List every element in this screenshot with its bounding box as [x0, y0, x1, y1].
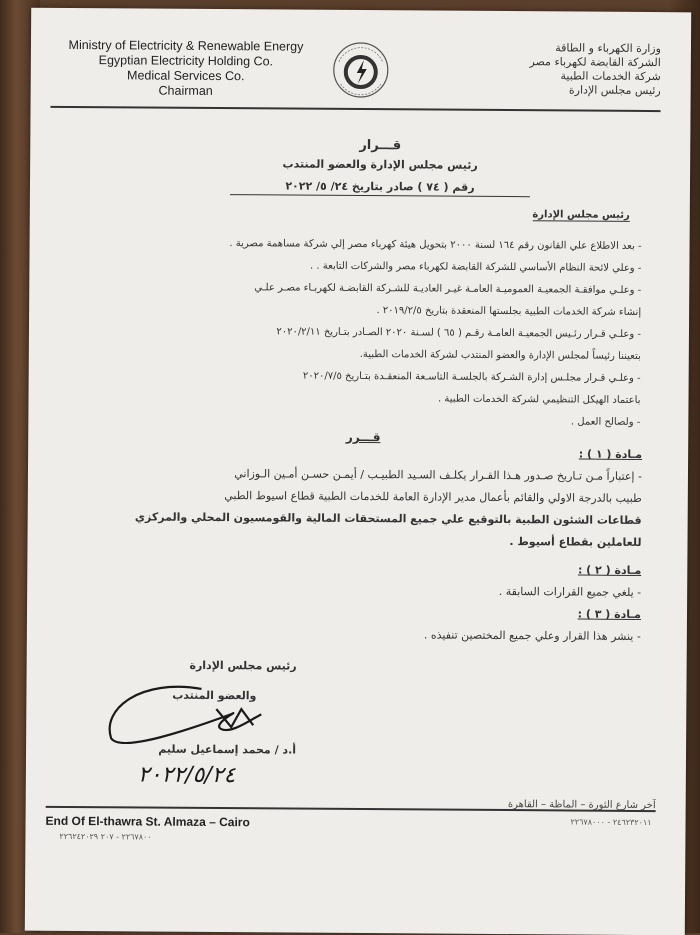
- decision-number: رقم ( ٧٤ ) صادر بتاريخ ٢٤/ ٥/ ٢٠٢٢: [230, 179, 530, 197]
- article-line: - يلغي جميع القرارات السابقة .: [498, 584, 642, 599]
- signatory-name: أ.د / محمد إسماعيل سليم: [158, 742, 297, 757]
- decision-subtitle: رئيس مجلس الإدارة والعضو المنتدب: [282, 157, 478, 172]
- footer-address: End Of El-thawra St. Almaza – Cairo: [45, 813, 250, 830]
- ministry-name: Ministry of Electricity & Renewable Energy: [68, 37, 304, 54]
- article-3: [81, 600, 641, 648]
- preamble-line: بتعيننا رئيساً لمجلس الإدارة والعضو المنتدب لشركة الخدمات الطبية.: [359, 349, 641, 362]
- article-2: [81, 556, 641, 604]
- header-divider: [51, 106, 661, 112]
- article-line: - ينشر هذا القرار وعلي جميع المختصين تنفيذه .: [423, 628, 641, 643]
- letterhead-english: [51, 38, 321, 100]
- decides-heading: قـــرر: [345, 429, 381, 445]
- preamble: [170, 233, 641, 434]
- handwritten-date: ٢٠٢٢/٥/٢٤: [137, 762, 236, 789]
- article-label: مـادة ( ٢ ) :: [577, 563, 642, 577]
- company-logo-icon: [331, 40, 391, 100]
- signatory-title-2: والعضو المنتدب: [172, 688, 257, 703]
- preamble-line: باعتماد الهيكل التنظيمي لشركة الخدمات الطبية .: [437, 393, 641, 406]
- letterhead-arabic: [481, 41, 661, 98]
- holding-company-name: Egyptian Electricity Holding Co.: [98, 53, 274, 69]
- decision-title: قـــرار: [359, 138, 402, 154]
- preamble-line: - وعلي لائحة النظام الأساسي للشركة القابضة لكهرباء مصر والشركات التابعة . .: [310, 260, 642, 274]
- ministry-name-ar: وزارة الكهرباء و الطاقة: [555, 41, 662, 56]
- preamble-line: - وعلـي موافقـة الجمعيـة العموميـة العامـة غيـر العاديـة للشـركة القابضـة لكهربـاء مصـر علـي: [254, 282, 642, 296]
- article-label: مـادة ( ١ ) :: [578, 447, 643, 461]
- preamble-line: - وعلـي قـرار رئـيس الجمعيـة العامـة رقـم ( ٦٥ ) لسـنة ٢٠٢٠ الصـادر بتـاريخ ٢٠٢٠/٢/١١: [276, 326, 642, 340]
- footer-phones: ٢٢٦٧٨٠٠ - ٢٠٧ ٢٢٦٢٤٢٠٢٩: [59, 831, 152, 842]
- preamble-line: - وعلـي قـرار مجلـس إدارة الشـركة بالجلسـة التاسـعة المنعقـدة بتـاريخ ٢٠٢٠/٧/٥: [302, 370, 641, 384]
- article-line: - إعتباراً مـن تـاريخ صـدور هـذا القـرار يكلـف السـيد الطبيـب / أيمـن حسـن أمـين الـوزاني: [234, 467, 643, 483]
- article-label: مـادة ( ٣ ) :: [577, 607, 642, 621]
- document-page: [25, 8, 691, 935]
- article-line: للعاملين بقطاع أسيوط .: [509, 535, 642, 549]
- recipient-label: رئيس مجلس الإدارة: [532, 209, 630, 221]
- article-1: [81, 440, 642, 554]
- chairman-title: Chairman: [158, 83, 213, 98]
- preamble-line: - بعد الاطلاع علي القانون رقم ١٦٤ لسنة ٢٠٠٠ بتحويل هيئة كهرباء مصر إلي شركة مساهمة مصرية .: [229, 238, 642, 252]
- article-line: قطاعات الشئون الطبية بالتوقيع علي جميع المستحقات المالية والقومسيون المحلي والمركزي: [134, 510, 642, 527]
- footer-address-ar: آخر شارع الثورة – الماظة – القاهرة: [507, 799, 656, 812]
- preamble-line: - ولصالح العمل .: [570, 416, 641, 428]
- company-name-ar: شركة الخدمات الطبية: [560, 69, 661, 84]
- article-line: طبيب بالدرجة الاولي والقائم بأعمال مدير الإدارة العامة للخدمات الطبية قطاع اسيوط الطبي: [224, 489, 642, 505]
- company-name: Medical Services Co.: [127, 68, 245, 84]
- chairman-title-ar: رئيس مجلس الإدارة: [568, 83, 661, 98]
- signatory-title: رئيس مجلس الإدارة: [189, 658, 297, 673]
- footer-phones-ar: ٢٤٦٢٣٢٠١١ - ٢٢٦٧٨٠٠٠: [570, 817, 652, 828]
- preamble-line: إنشاء شركة الخدمات الطبية بجلستها المنعقدة بتاريخ ٢٠١٩/٢/٥ .: [376, 305, 642, 318]
- holding-company-name-ar: الشركة القابضة لكهرباء مصر: [529, 55, 661, 70]
